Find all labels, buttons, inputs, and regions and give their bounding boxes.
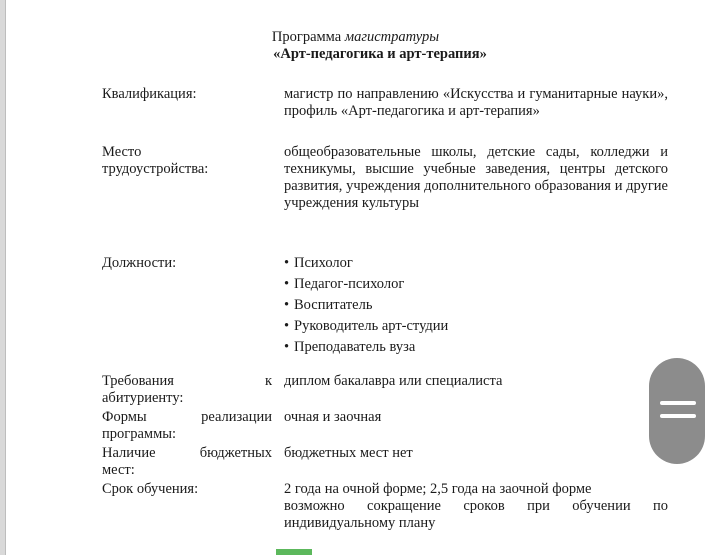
bullet-icon: • bbox=[284, 255, 290, 271]
title-prefix: Программа bbox=[271, 29, 345, 45]
duration-label: Срок обучения: bbox=[102, 481, 199, 497]
requirements-value: диплом бакалавра или специалиста bbox=[284, 373, 503, 389]
bullet-icon: • bbox=[284, 318, 290, 334]
bullet-icon: • bbox=[284, 339, 290, 355]
list-item: • Преподаватель вуза bbox=[284, 339, 416, 355]
qualification-label: Квалификация: bbox=[102, 86, 197, 102]
requirements-label: Требования к абитуриенту: bbox=[102, 373, 272, 406]
budget-value: бюджетных мест нет bbox=[284, 445, 413, 461]
study-forms-label: Формы реализации программы: bbox=[102, 409, 272, 442]
program-name: «Арт-педагогика и арт-терапия» bbox=[273, 46, 487, 62]
bullet-icon: • bbox=[284, 276, 290, 292]
qualification-value: магистр по направлению «Искусства и гуманитарные науки», профиль «Арт-педагогика и арт-терапия» bbox=[284, 86, 668, 119]
list-item: • Психолог bbox=[284, 255, 353, 271]
page-indicator-tab bbox=[276, 549, 312, 555]
duration-rest: возможно сокращение сроков при обучении по индивидуальному плану bbox=[284, 498, 668, 531]
duration-value bbox=[284, 481, 668, 532]
workplace-label-line1: Место bbox=[102, 144, 142, 160]
doc-title bbox=[0, 29, 711, 46]
list-item: • Воспитатель bbox=[284, 297, 373, 313]
list-item: • Руководитель арт-студии bbox=[284, 318, 449, 334]
study-forms-value: очная и заочная bbox=[284, 409, 382, 425]
bullet-icon: • bbox=[284, 297, 290, 313]
workplace-label bbox=[102, 144, 272, 178]
scroll-handle[interactable] bbox=[649, 358, 705, 464]
grip-line-icon bbox=[660, 401, 696, 405]
duration-line1: 2 года на очной форме; 2,5 года на заочной форме bbox=[284, 481, 592, 497]
workplace-label-line2: трудоустройства: bbox=[102, 161, 209, 177]
workplace-value: общеобразовательные школы, детские сады, колледжи и техникумы, высшие учебные заведения, центры детского развития, учреждения дополнительного образования и другие учреждения культуры bbox=[284, 144, 668, 211]
positions-label: Должности: bbox=[102, 255, 177, 271]
list-item: • Педагог-психолог bbox=[284, 276, 405, 292]
positions-list bbox=[284, 255, 668, 360]
budget-label: Наличие бюджетных мест: bbox=[102, 445, 272, 478]
title-italic: магистратуры bbox=[344, 29, 440, 45]
grip-line-icon bbox=[660, 414, 696, 418]
